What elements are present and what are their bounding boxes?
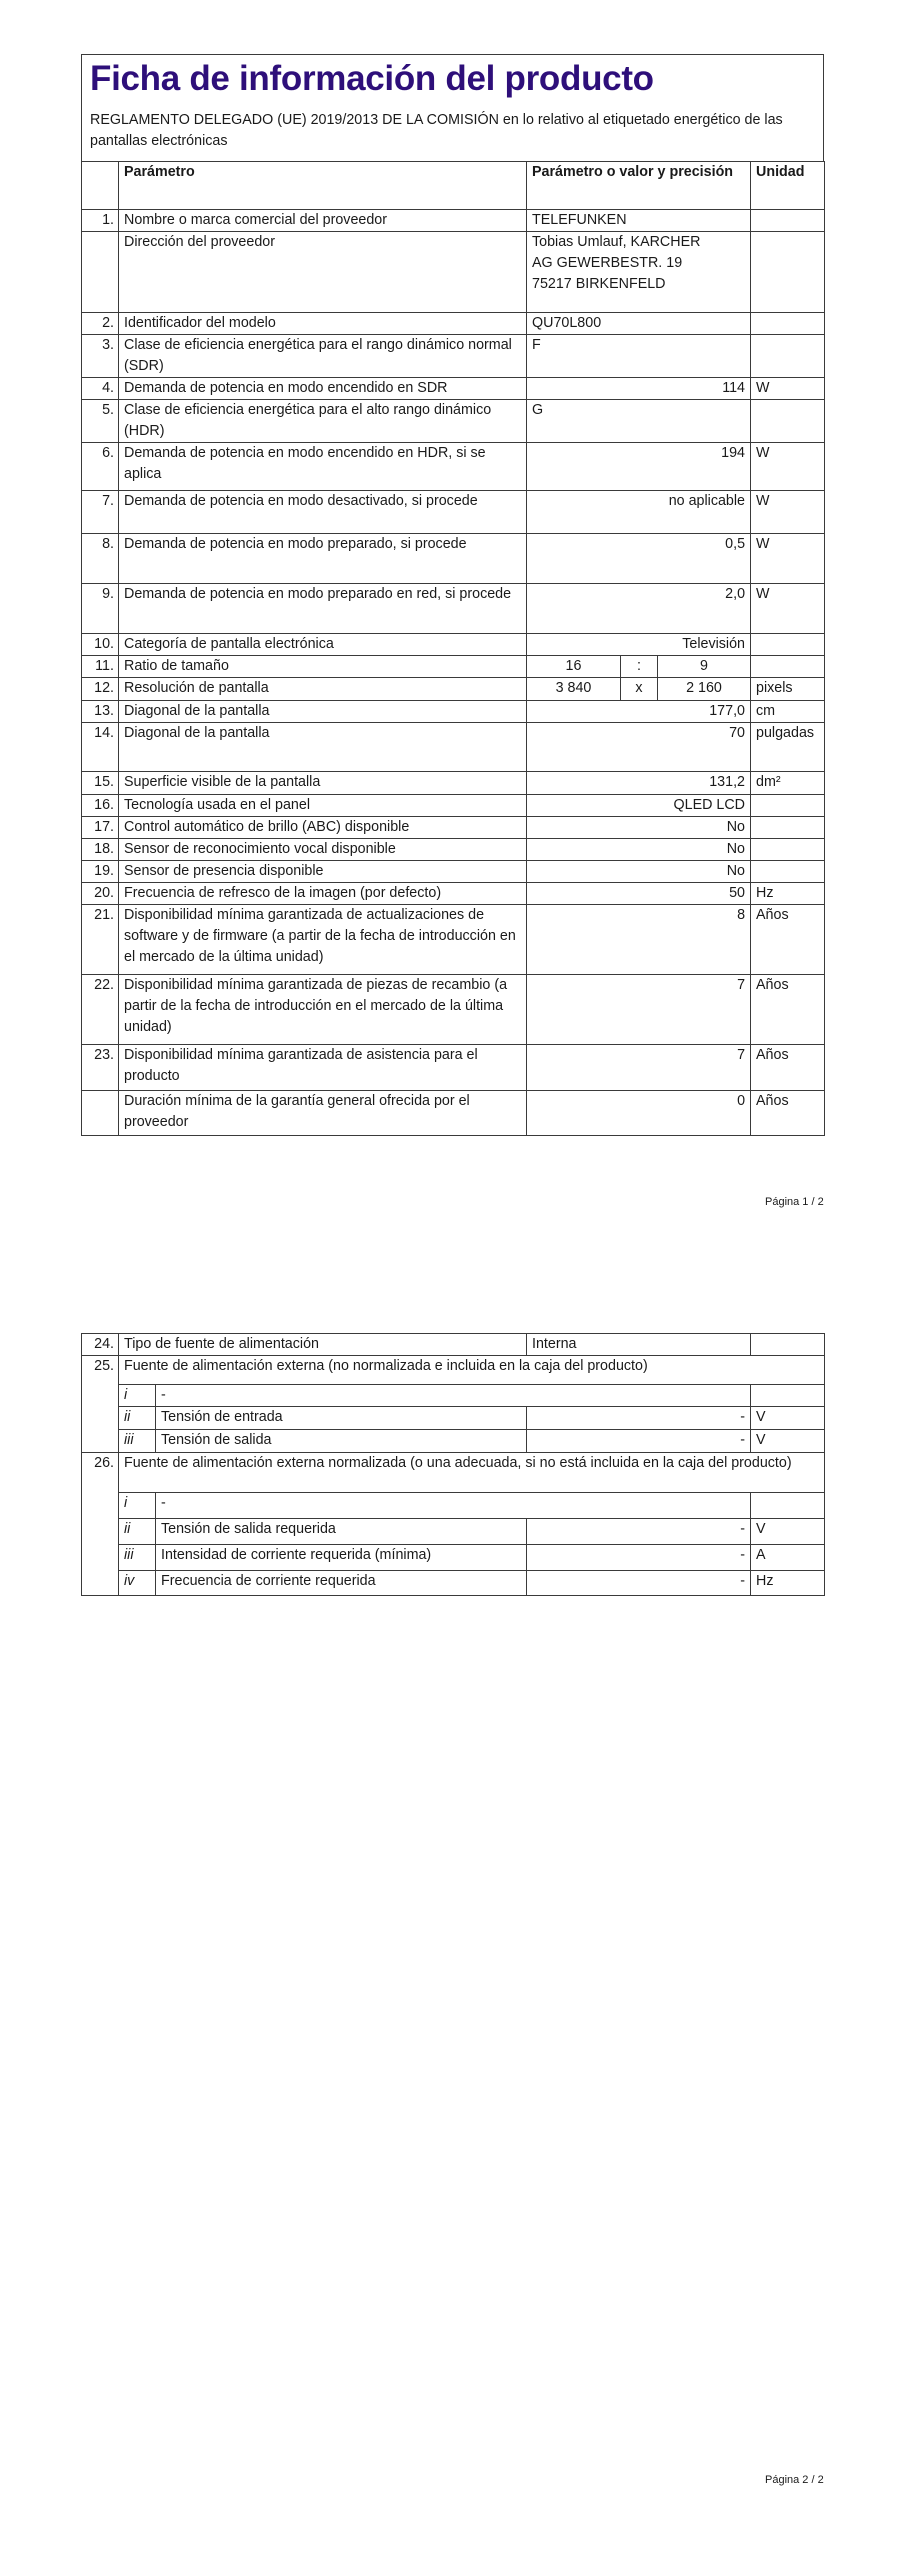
row-unit: Años	[751, 1091, 825, 1136]
row-unit: W	[751, 443, 825, 491]
sub-unit: V	[751, 1407, 825, 1430]
row-unit: Años	[751, 1045, 825, 1091]
table-row	[82, 1334, 825, 1356]
row-value: 194	[527, 443, 751, 491]
aspect-ratio-separator: :	[621, 656, 658, 678]
row-parameter: Demanda de potencia en modo desactivado, si procede	[119, 491, 527, 534]
row-value: 8	[527, 905, 751, 975]
row-number: 3.	[82, 335, 119, 378]
sub-unit: V	[751, 1430, 825, 1453]
row-parameter: Tipo de fuente de alimentación	[119, 1334, 527, 1356]
row-value: No	[527, 839, 751, 861]
row-unit	[751, 1334, 825, 1356]
row-parameter: Diagonal de la pantalla	[119, 701, 527, 723]
row-parameter: Demanda de potencia en modo encendido en HDR, si se aplica	[119, 443, 527, 491]
row-number: 1.	[82, 210, 119, 232]
row-number: 19.	[82, 861, 119, 883]
sub-parameter: Tensión de entrada	[156, 1407, 527, 1430]
sub-row	[82, 1571, 825, 1596]
row-unit: Años	[751, 905, 825, 975]
row-parameter: Nombre o marca comercial del proveedor	[119, 210, 527, 232]
row-number: 10.	[82, 634, 119, 656]
sub-parameter: -	[156, 1493, 751, 1519]
row-number: 7.	[82, 491, 119, 534]
sub-index: ii	[119, 1407, 156, 1430]
row-value: No	[527, 861, 751, 883]
row-value: 7	[527, 1045, 751, 1091]
row-unit: pulgadas	[751, 723, 825, 772]
row-parameter: Identificador del modelo	[119, 313, 527, 335]
sub-unit: Hz	[751, 1571, 825, 1596]
row-value: 0	[527, 1091, 751, 1136]
row-parameter: Dirección del proveedor	[119, 232, 527, 313]
row-parameter: Clase de eficiencia energética para el rango dinámico normal (SDR)	[119, 335, 527, 378]
row-number: 24.	[82, 1334, 119, 1356]
sub-index: i	[119, 1385, 156, 1407]
power-supply-table	[81, 1333, 825, 1596]
sub-index: ii	[119, 1519, 156, 1545]
section-heading: Fuente de alimentación externa normalizada (o una adecuada, si no está incluida en la caja del producto)	[119, 1453, 825, 1493]
row-parameter: Clase de eficiencia energética para el alto rango dinámico (HDR)	[119, 400, 527, 443]
row-value: G	[527, 400, 751, 443]
row-number: 6.	[82, 443, 119, 491]
row-number: 26.	[82, 1453, 119, 1596]
row-value: 70	[527, 723, 751, 772]
row-unit: W	[751, 584, 825, 634]
row-value: 177,0	[527, 701, 751, 723]
sub-unit: V	[751, 1519, 825, 1545]
row-value: Interna	[527, 1334, 751, 1356]
table-row	[82, 1356, 825, 1385]
address-line: Tobias Umlauf, KARCHER	[532, 234, 701, 250]
row-number: 11.	[82, 656, 119, 678]
row-number: 8.	[82, 534, 119, 584]
row-number: 2.	[82, 313, 119, 335]
row-number: 18.	[82, 839, 119, 861]
row-parameter: Demanda de potencia en modo preparado en red, si procede	[119, 584, 527, 634]
row-parameter: Disponibilidad mínima garantizada de piezas de recambio (a partir de la fecha de introducción en el mercado de la última unidad)	[119, 975, 527, 1045]
sub-unit	[751, 1385, 825, 1407]
sub-index: iii	[119, 1545, 156, 1571]
row-parameter: Sensor de presencia disponible	[119, 861, 527, 883]
table-row	[82, 1453, 825, 1493]
page-number-footer: Página 2 / 2	[765, 2474, 824, 2486]
row-unit: W	[751, 378, 825, 400]
header-value: Parámetro o valor y precisión	[527, 162, 751, 210]
address-line: 75217 BIRKENFELD	[532, 276, 666, 292]
row-value: Televisión	[527, 634, 751, 656]
row-number: 12.	[82, 678, 119, 701]
row-value: TELEFUNKEN	[527, 210, 751, 232]
sub-parameter: -	[156, 1385, 751, 1407]
sub-value: -	[527, 1519, 751, 1545]
row-unit: Años	[751, 975, 825, 1045]
address-line: AG GEWERBESTR. 19	[532, 255, 683, 271]
row-value: no aplicable	[527, 491, 751, 534]
row-parameter: Disponibilidad mínima garantizada de actualizaciones de software y de firmware (a partir de la fecha de introducción en el mercado de la última unidad)	[119, 905, 527, 975]
sub-parameter: Frecuencia de corriente requerida	[156, 1571, 527, 1596]
sub-value: -	[527, 1571, 751, 1596]
sub-row	[82, 1545, 825, 1571]
aspect-ratio-height: 9	[658, 656, 751, 678]
row-number: 14.	[82, 723, 119, 772]
row-number: 16.	[82, 795, 119, 817]
row-value: 131,2	[527, 772, 751, 795]
sub-value: -	[527, 1407, 751, 1430]
row-parameter: Demanda de potencia en modo encendido en SDR	[119, 378, 527, 400]
row-number: 9.	[82, 584, 119, 634]
row-value: 50	[527, 883, 751, 905]
row-parameter: Disponibilidad mínima garantizada de asistencia para el producto	[119, 1045, 527, 1091]
sub-index: iii	[119, 1430, 156, 1453]
page-number-footer: Página 1 / 2	[765, 1196, 824, 1208]
row-number: 13.	[82, 701, 119, 723]
sub-parameter: Intensidad de corriente requerida (mínima)	[156, 1545, 527, 1571]
section-heading: Fuente de alimentación externa (no normalizada e incluida en la caja del producto)	[119, 1356, 825, 1385]
row-number: 20.	[82, 883, 119, 905]
sub-row	[82, 1385, 825, 1407]
sub-value: -	[527, 1545, 751, 1571]
sub-parameter: Tensión de salida	[156, 1430, 527, 1453]
row-value: F	[527, 335, 751, 378]
row-value: 7	[527, 975, 751, 1045]
row-unit: pixels	[751, 678, 825, 701]
header-parameter: Parámetro	[119, 162, 527, 210]
row-value: 114	[527, 378, 751, 400]
sub-index: iv	[119, 1571, 156, 1596]
row-number: 23.	[82, 1045, 119, 1091]
row-unit: dm²	[751, 772, 825, 795]
row-value: QLED LCD	[527, 795, 751, 817]
sub-unit: A	[751, 1545, 825, 1571]
row-parameter: Resolución de pantalla	[119, 678, 527, 701]
row-parameter: Sensor de reconocimiento vocal disponible	[119, 839, 527, 861]
row-value: No	[527, 817, 751, 839]
row-number: 4.	[82, 378, 119, 400]
page-title: Ficha de información del producto	[90, 59, 654, 98]
row-parameter: Demanda de potencia en modo preparado, si procede	[119, 534, 527, 584]
aspect-ratio-width: 16	[527, 656, 621, 678]
resolution-separator: x	[621, 678, 658, 701]
sub-row	[82, 1430, 825, 1453]
sub-row	[82, 1519, 825, 1545]
row-parameter: Control automático de brillo (ABC) disponible	[119, 817, 527, 839]
row-value: 0,5	[527, 534, 751, 584]
sub-value: -	[527, 1430, 751, 1453]
row-parameter: Frecuencia de refresco de la imagen (por defecto)	[119, 883, 527, 905]
sub-row	[82, 1407, 825, 1430]
row-unit: W	[751, 491, 825, 534]
row-value: 2,0	[527, 584, 751, 634]
regulation-subtitle: REGLAMENTO DELEGADO (UE) 2019/2013 DE LA COMISIÓN en lo relativo al etiquetado energético de las pantallas electrónicas	[90, 112, 783, 149]
row-parameter: Diagonal de la pantalla	[119, 723, 527, 772]
sub-parameter: Tensión de salida requerida	[156, 1519, 527, 1545]
row-parameter: Superficie visible de la pantalla	[119, 772, 527, 795]
row-unit: W	[751, 534, 825, 584]
row-number: 5.	[82, 400, 119, 443]
resolution-width: 3 840	[527, 678, 621, 701]
row-number: 22.	[82, 975, 119, 1045]
row-unit: cm	[751, 701, 825, 723]
sub-unit	[751, 1493, 825, 1519]
row-parameter: Duración mínima de la garantía general ofrecida por el proveedor	[119, 1091, 527, 1136]
row-parameter: Ratio de tamaño	[119, 656, 527, 678]
row-number: 21.	[82, 905, 119, 975]
row-number: 15.	[82, 772, 119, 795]
row-parameter: Tecnología usada en el panel	[119, 795, 527, 817]
row-value: QU70L800	[527, 313, 751, 335]
row-unit: Hz	[751, 883, 825, 905]
resolution-height: 2 160	[658, 678, 751, 701]
sub-index: i	[119, 1493, 156, 1519]
sub-row	[82, 1493, 825, 1519]
header-unit: Unidad	[751, 162, 825, 210]
row-number: 17.	[82, 817, 119, 839]
row-parameter: Categoría de pantalla electrónica	[119, 634, 527, 656]
row-number: 25.	[82, 1356, 119, 1453]
